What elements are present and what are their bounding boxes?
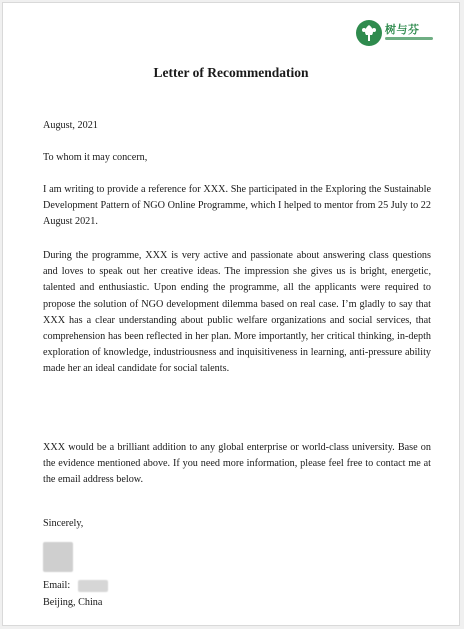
redacted-signature: [43, 542, 73, 572]
letter-date: August, 2021: [43, 120, 98, 131]
paragraph-3: XXX would be a brilliant addition to any global enterprise or world-class university. Base on the evidence mentioned above. If you need more information, please feel free to contact me at the email address below.: [43, 442, 431, 486]
paragraph-1: I am writing to provide a reference for XXX. She participated in the Exploring the Sustainable Development Pattern of NGO Online Programme, which I helped to mentor from 25 July to 22 August 2021.: [43, 184, 431, 228]
email-label: Email:: [43, 580, 71, 591]
letter-page: [2, 2, 460, 626]
redacted-email: [78, 580, 108, 592]
letter-title: Letter of Recommendation: [153, 65, 309, 80]
logo-text: 树与芬: [385, 24, 420, 36]
tree-logo-icon: [355, 19, 383, 47]
closing: Sincerely,: [43, 518, 84, 529]
location: Beijing, China: [43, 597, 103, 608]
salutation: To whom it may concern,: [43, 152, 148, 163]
organization-logo: [355, 19, 437, 49]
paragraph-2: During the programme, XXX is very active and passionate about answering class questions and loves to speak out her creative ideas. The impression she gives us is bright, energetic, talented and enthusiastic. Upon ending the programme, all the applicants were required to propose the solution of NGO development dilemma based on real case. I’m gladly to say that XXX has a clear understanding about public welfare organizations and social services, that comprehension has been reflected in her plan. More importantly, her critical thinking, in-depth exploration of knowledge, industriousness and inquisitiveness in learning, anti-pressure ability made her an ideal candidate for social talents.: [43, 250, 431, 375]
logo-subtitle-mark: [385, 36, 435, 42]
